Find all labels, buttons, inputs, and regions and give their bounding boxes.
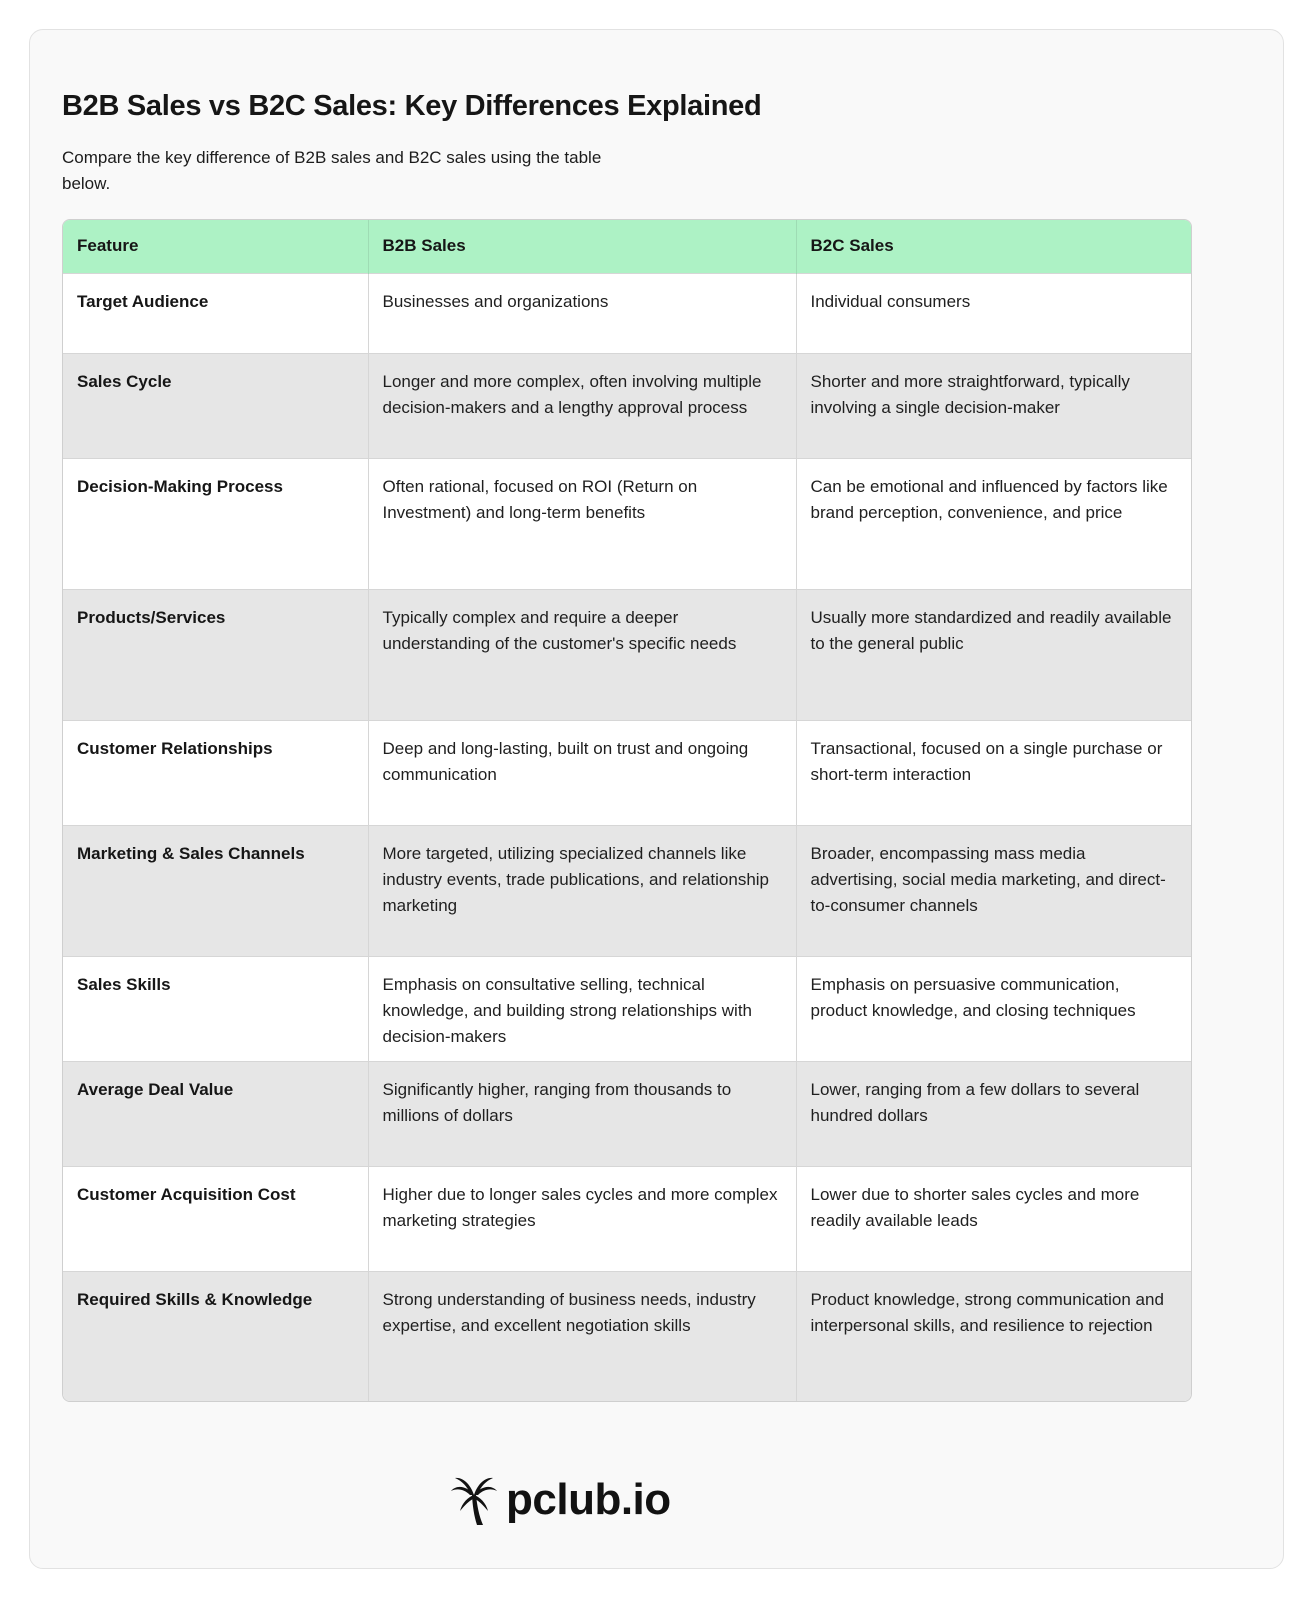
column-header-b2b: B2B Sales bbox=[368, 220, 796, 273]
table-row bbox=[63, 273, 1191, 353]
page-title: B2B Sales vs B2C Sales: Key Differences Explained bbox=[62, 90, 762, 122]
table-row bbox=[63, 589, 1191, 720]
palm-tree-icon bbox=[450, 1473, 498, 1527]
feature-cell: Average Deal Value bbox=[77, 1079, 234, 1099]
table-row bbox=[63, 956, 1191, 1061]
table-row bbox=[63, 1061, 1191, 1166]
b2b-cell: Often rational, focused on ROI (Return on Investment) and long-term benefits bbox=[368, 458, 796, 589]
page-subtitle: Compare the key difference of B2B sales and B2C sales using the table below. bbox=[62, 148, 602, 193]
b2c-cell: Emphasis on persuasive communication, product knowledge, and closing techniques bbox=[796, 956, 1191, 1061]
b2c-cell: Product knowledge, strong communication and interpersonal skills, and resilience to rejection bbox=[796, 1271, 1191, 1401]
table-row bbox=[63, 1166, 1191, 1271]
b2b-cell: Deep and long-lasting, built on trust and ongoing communication bbox=[368, 720, 796, 825]
b2b-cell: Significantly higher, ranging from thousands to millions of dollars bbox=[368, 1061, 796, 1166]
b2b-cell: Longer and more complex, often involving multiple decision-makers and a lengthy approval process bbox=[368, 353, 796, 458]
b2b-cell: Typically complex and require a deeper understanding of the customer's specific needs bbox=[368, 589, 796, 720]
table-row bbox=[63, 353, 1191, 458]
feature-cell: Products/Services bbox=[77, 607, 226, 627]
feature-cell: Required Skills & Knowledge bbox=[77, 1289, 313, 1309]
b2b-cell: Emphasis on consultative selling, technical knowledge, and building strong relationships with decision-makers bbox=[368, 956, 796, 1061]
b2b-cell: Strong understanding of business needs, industry expertise, and excellent negotiation skills bbox=[368, 1271, 796, 1401]
feature-cell: Marketing & Sales Channels bbox=[77, 843, 305, 863]
b2c-cell: Lower, ranging from a few dollars to several hundred dollars bbox=[796, 1061, 1191, 1166]
column-header-b2c: B2C Sales bbox=[796, 220, 1191, 273]
column-header-feature: Feature bbox=[77, 236, 139, 255]
b2c-cell: Transactional, focused on a single purchase or short-term interaction bbox=[796, 720, 1191, 825]
b2b-cell: Higher due to longer sales cycles and more complex marketing strategies bbox=[368, 1166, 796, 1271]
table-row bbox=[63, 1271, 1191, 1401]
feature-cell: Sales Cycle bbox=[77, 371, 172, 391]
table-row bbox=[63, 825, 1191, 956]
feature-cell: Sales Skills bbox=[77, 974, 171, 994]
table-row bbox=[63, 458, 1191, 589]
feature-cell: Decision-Making Process bbox=[77, 476, 283, 496]
feature-cell: Customer Acquisition Cost bbox=[77, 1184, 296, 1204]
comparison-table bbox=[62, 219, 1192, 1402]
b2c-cell: Can be emotional and influenced by factors like brand perception, convenience, and price bbox=[796, 458, 1191, 589]
feature-cell: Target Audience bbox=[77, 291, 209, 311]
b2b-cell: More targeted, utilizing specialized channels like industry events, trade publications, and relationship marketing bbox=[368, 825, 796, 956]
b2b-cell: Businesses and organizations bbox=[368, 273, 796, 353]
table-row bbox=[63, 720, 1191, 825]
table-header-row bbox=[63, 220, 1191, 273]
b2c-cell: Usually more standardized and readily available to the general public bbox=[796, 589, 1191, 720]
feature-cell: Customer Relationships bbox=[77, 738, 273, 758]
logo-text: pclub.io bbox=[506, 1475, 671, 1524]
b2c-cell: Broader, encompassing mass media advertising, social media marketing, and direct-to-consumer channels bbox=[796, 825, 1191, 956]
b2c-cell: Individual consumers bbox=[796, 273, 1191, 353]
b2c-cell: Shorter and more straightforward, typically involving a single decision-maker bbox=[796, 353, 1191, 458]
b2c-cell: Lower due to shorter sales cycles and more readily available leads bbox=[796, 1166, 1191, 1271]
pclub-logo[interactable] bbox=[450, 1470, 671, 1530]
